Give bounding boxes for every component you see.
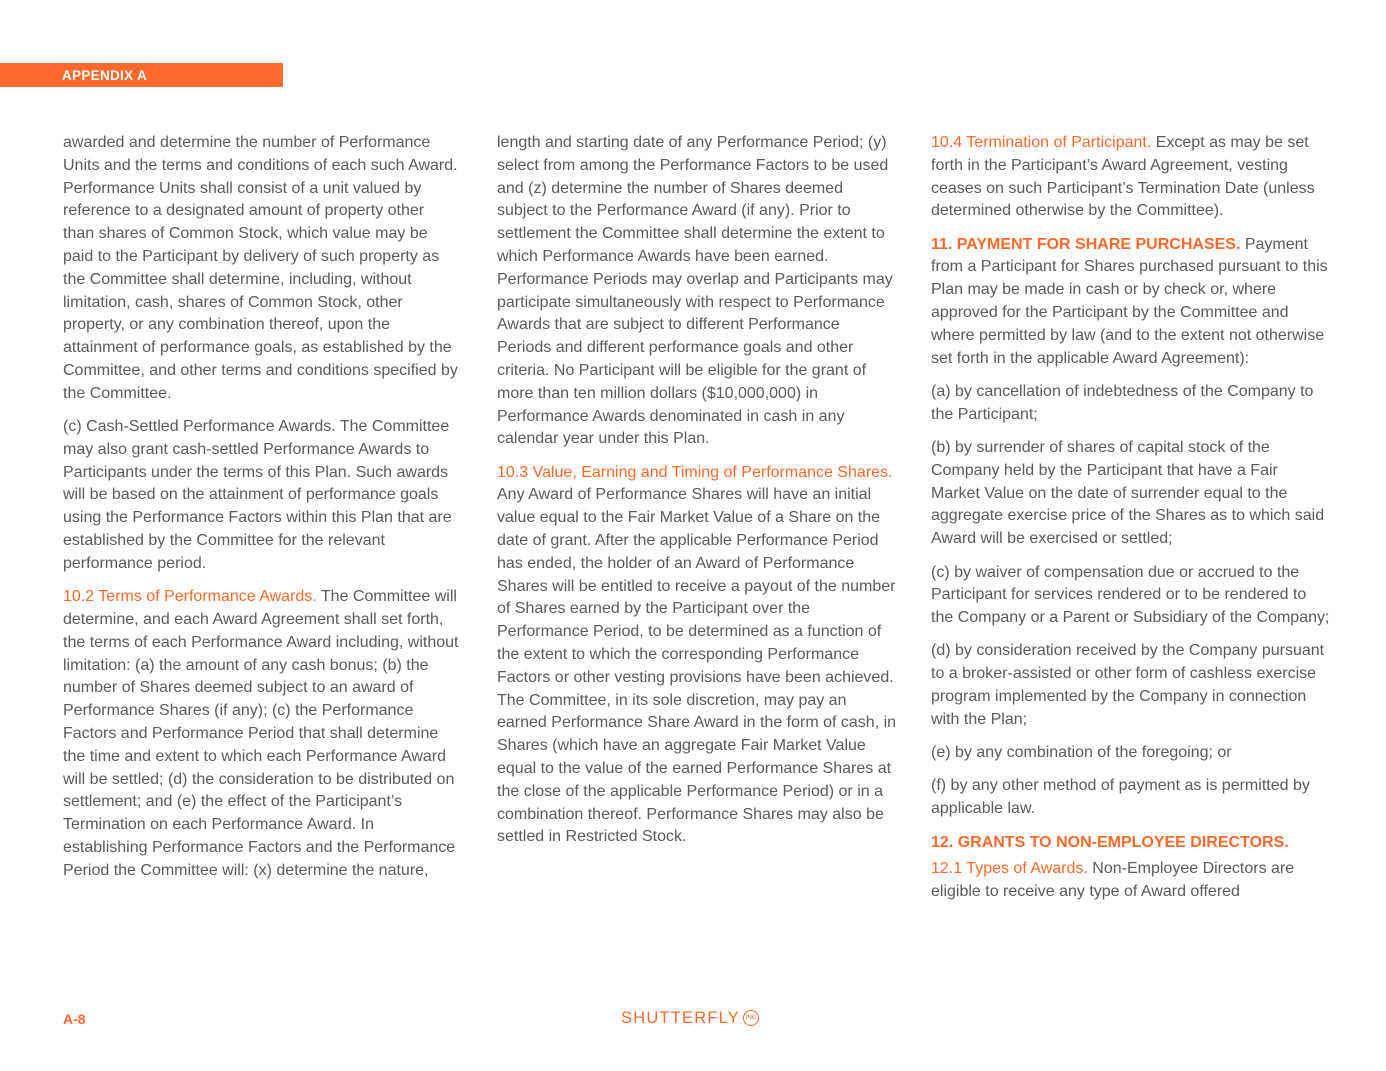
paragraph: (a) by cancellation of indebtedness of the Company to the Participant; [931,382,1314,423]
section-title: 11. PAYMENT FOR SHARE PURCHASES. [931,235,1241,253]
paragraph [931,858,1331,904]
logo-text: SHUTTERFLY [621,1008,740,1027]
paragraph-body: Any Award of Performance Shares will have an initial value equal to the Fair Market Value of a Share on the date of grant. After the applicable Performance Period has ended, the holder of an Award of Performance Shares will be entitled to receive a payout of the number of Shares earned by the Participant over the Performance Period, to be determined as a function of the extent to which the corresponding Performance Factors or other vesting provisions have been achieved. The Committee, in its sole discretion, may pay an earned Performance Share Award in the form of cash, in Shares (which have an aggregate Fair Market Value equal to the value of the earned Performance Shares at the close of the applicable Performance Period) or in a combination thereof. Performance Shares may also be settled in Restricted Stock. [497,486,897,846]
section-heading: 10.3 Value, Earning and Timing of Performance Shares. [497,463,893,481]
appendix-label: APPENDIX A [62,68,148,83]
paragraph-body: Non-Employee Directors are eligible to receive any type of Award offered [931,860,1295,901]
inc-badge-icon: INC [743,1010,759,1026]
paragraph [63,586,459,882]
paragraph: (d) by consideration received by the Company pursuant to a broker-assisted or other form of cashless exercise program implemented by the Company in connection with the Plan; [931,642,1325,728]
paragraph-body: Payment from a Participant for Shares purchased pursuant to this Plan may be made in cash or by check or, where approved for the Participant by the Committee and where permitted by law (and to the extent not otherwise set forth in the applicable Award Agreement): [931,235,1328,367]
paragraph: (f) by any other method of payment as is permitted by applicable law. [931,777,1310,818]
paragraph: (c) Cash-Settled Performance Awards. The Committee may also grant cash-settled Performance Awards to Participants under the terms of this Plan. Such awards will be based on the attainment of performance goals using the Performance Factors within this Plan that are established by the Committee for the relevant performance period. [63,418,452,572]
text-column-3 [931,132,1331,914]
page-number: A-8 [63,1011,86,1027]
paragraph [931,132,1331,223]
paragraph [497,462,897,850]
paragraph: length and starting date of any Performance Period; (y) select from among the Performance Factors to be used and (z) determine the number of Shares deemed subject to the Performance Award (if any). Prior to settlement the Committee shall determine the extent to which Performance Awards have been earned. Performance Periods may overlap and Participants may participate simultaneously with respect to Performance Awards that are subject to different Performance Periods and different performance goals and other criteria. No Participant will be eligible for the grant of more than ten million dollars ($10,000,000) in Performance Awards denominated in cash in any calendar year under this Plan. [497,134,893,448]
text-column-2 [497,132,897,860]
paragraph [931,234,1331,371]
paragraph: (c) by waiver of compensation due or accrued to the Participant for services rendered or to be rendered to the Company or a Parent or Subsidiary of the Company; [931,563,1330,627]
text-column-1 [63,132,459,893]
paragraph-body: Except as may be set forth in the Participant’s Award Agreement, vesting ceases on such Participant’s Termination Date (unless determined otherwise by the Committee). [931,134,1315,220]
section-heading: 10.4 Termination of Participant. [931,134,1152,151]
paragraph: awarded and determine the number of Performance Units and the terms and conditions of each such Award. Performance Units shall consist of a unit valued by reference to a designated amount of property other than shares of Common Stock, which value may be paid to the Participant by delivery of such property as the Committee shall determine, including, without limitation, cash, shares of Common Stock, other property, or any combination thereof, upon the attainment of performance goals, as established by the Committee, and other terms and conditions specified by the Committee. [63,134,458,402]
section-heading: 10.2 Terms of Performance Awards. [63,588,317,606]
shutterfly-logo [621,1007,759,1029]
paragraph: (e) by any combination of the foregoing; or [931,744,1232,762]
section-title: 12. GRANTS TO NON-EMPLOYEE DIRECTORS. [931,833,1289,851]
appendix-banner [0,63,283,87]
paragraph: (b) by surrender of shares of capital stock of the Company held by the Participant that have a Fair Market Value on the date of surrender equal to the aggregate exercise price of the Shares as to which said Award will be exercised or settled; [931,439,1325,548]
paragraph-body: The Committee will determine, and each Award Agreement shall set forth, the terms of each Performance Award including, without limitation: (a) the amount of any cash bonus; (b) the number of Shares deemed subject to an award of Performance Shares (if any); (c) the Performance Factors and Performance Period that shall determine the time and extent to which each Performance Award will be settled; (d) the consideration to be distributed on settlement; and (e) the effect of the Participant’s Termination on each Performance Award. In establishing Performance Factors and the Performance Period the Committee will: (x) determine the nature, [63,588,459,879]
section-heading: 12.1 Types of Awards. [931,860,1088,878]
